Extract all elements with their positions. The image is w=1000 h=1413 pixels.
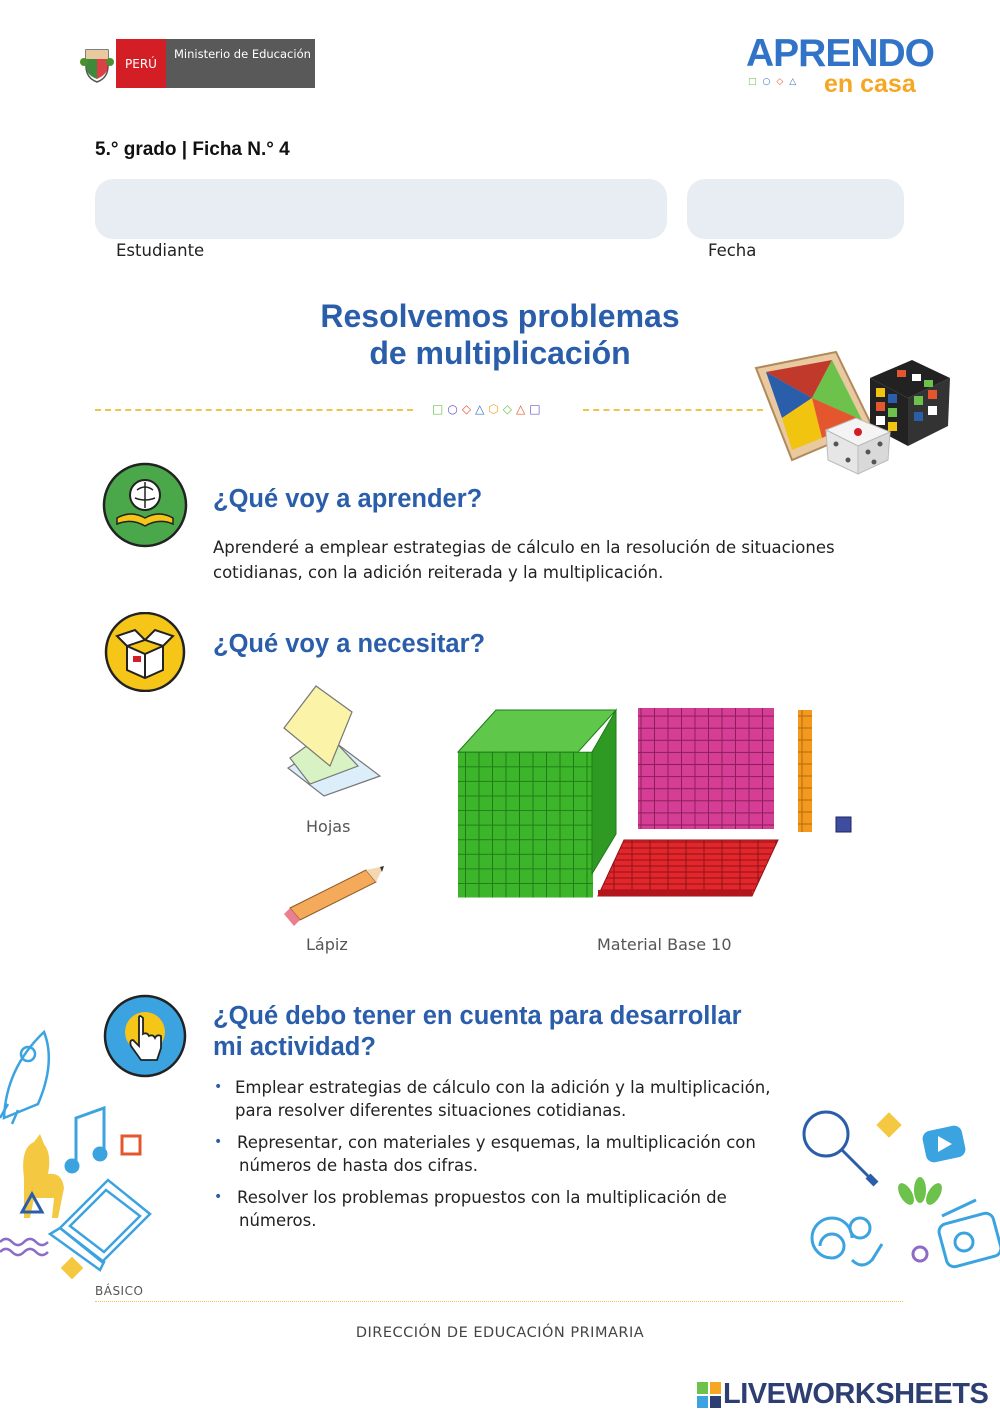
leaves-icon	[895, 1177, 945, 1207]
pencil-icon	[280, 864, 386, 928]
brain-book-icon	[101, 462, 189, 548]
bullet-dot-icon: •	[214, 1189, 223, 1205]
lapiz-caption: Lápiz	[306, 935, 348, 954]
bullet-item	[214, 1077, 795, 1122]
open-box-icon	[101, 612, 189, 692]
llama-icon	[23, 1134, 64, 1218]
bullet-item	[214, 1187, 797, 1232]
learn-text-line-2: cotidianas, con la adición reiterada y la multiplicación.	[213, 562, 664, 582]
level-label: BÁSICO	[95, 1284, 144, 1298]
diamond-icon	[876, 1112, 901, 1137]
material-base-caption: Material Base 10	[597, 935, 732, 954]
thousand-cube	[458, 710, 616, 898]
ministry-logo	[78, 39, 315, 88]
ten-rod	[798, 710, 812, 832]
music-note-icon	[66, 1108, 106, 1172]
peru-label: PERÚ	[116, 39, 166, 88]
rocket-icon	[0, 1032, 49, 1124]
ministry-label: Ministerio de Educación	[166, 39, 315, 88]
footer-divider	[95, 1301, 903, 1302]
decor-right	[790, 1100, 1000, 1290]
title-line-2: de multiplicación	[369, 335, 631, 371]
grade-line: 5.° grado | Ficha N.° 4	[95, 139, 290, 160]
divider-right	[583, 409, 763, 411]
toys-illustration	[752, 348, 952, 476]
decor-left	[0, 1028, 160, 1284]
brand-shapes-icon: □○◇△	[748, 77, 803, 87]
date-label: Fecha	[708, 241, 757, 260]
laptop-icon	[50, 1180, 150, 1270]
need-heading: ¿Qué voy a necesitar?	[213, 630, 486, 658]
diamond-icon	[61, 1257, 84, 1280]
divider-shapes-icon: □○◇△⬡◇△□	[432, 402, 545, 416]
date-field[interactable]	[687, 179, 904, 239]
learn-text-line-1: Aprenderé a emplear estrategias de cálculo en la resolución de situaciones	[213, 538, 835, 557]
consider-heading	[213, 1001, 853, 1063]
consider-heading-line-1: ¿Qué debo tener en cuenta para desarrollar	[213, 1002, 742, 1030]
title-line-1: Resolvemos problemas	[320, 298, 680, 334]
bullet-line-2: números.	[239, 1210, 317, 1230]
bullet-item	[214, 1132, 797, 1177]
bullet-line-1: Emplear estrategias de cálculo con la adición y la multiplicación,	[235, 1078, 771, 1097]
paper-sheets-icon	[280, 684, 384, 800]
bullet-dot-icon: •	[214, 1134, 223, 1150]
liveworksheets-logo-icon	[697, 1382, 721, 1408]
bullet-dot-icon: •	[214, 1079, 223, 1095]
page-title	[250, 298, 750, 372]
hundred-flat-magenta	[638, 708, 774, 829]
brand-bottom: en casa	[824, 70, 916, 98]
student-field[interactable]	[95, 179, 667, 239]
liveworksheets-text: LIVEWORKSHEETS	[723, 1378, 989, 1410]
consider-heading-line-2: mi actividad?	[213, 1033, 376, 1061]
student-label: Estudiante	[116, 241, 205, 260]
unit-cube	[836, 817, 851, 832]
video-play-icon	[921, 1124, 967, 1164]
learn-heading: ¿Qué voy a aprender?	[213, 485, 483, 513]
hojas-caption: Hojas	[306, 817, 351, 836]
aprendo-en-casa-logo	[746, 32, 936, 98]
hundred-flat-red	[598, 840, 778, 896]
coat-of-arms-icon	[78, 39, 116, 88]
learn-text	[213, 536, 893, 585]
magnifier-icon	[804, 1112, 876, 1184]
square-outline-icon	[122, 1136, 140, 1154]
footer-text: DIRECCIÓN DE EDUCACIÓN PRIMARIA	[355, 1325, 645, 1341]
base-ten-blocks-icon	[452, 704, 858, 900]
bullet-line-1: Resolver los problemas propuestos con la multiplicación de	[237, 1188, 727, 1207]
waves-icon	[0, 1239, 48, 1255]
circle-outline-icon	[913, 1247, 927, 1261]
liveworksheets-watermark[interactable]	[697, 1378, 988, 1411]
radio-icon	[937, 1200, 1000, 1268]
brand-top: APRENDO	[746, 32, 935, 75]
divider-left	[95, 409, 413, 411]
bullet-line-2: para resolver diferentes situaciones cotidianas.	[235, 1100, 627, 1120]
monkey-spiral-icon	[812, 1218, 882, 1265]
bullet-line-1: Representar, con materiales y esquemas, la multiplicación con	[237, 1133, 756, 1152]
bullet-line-2: números de hasta dos cifras.	[239, 1155, 478, 1175]
